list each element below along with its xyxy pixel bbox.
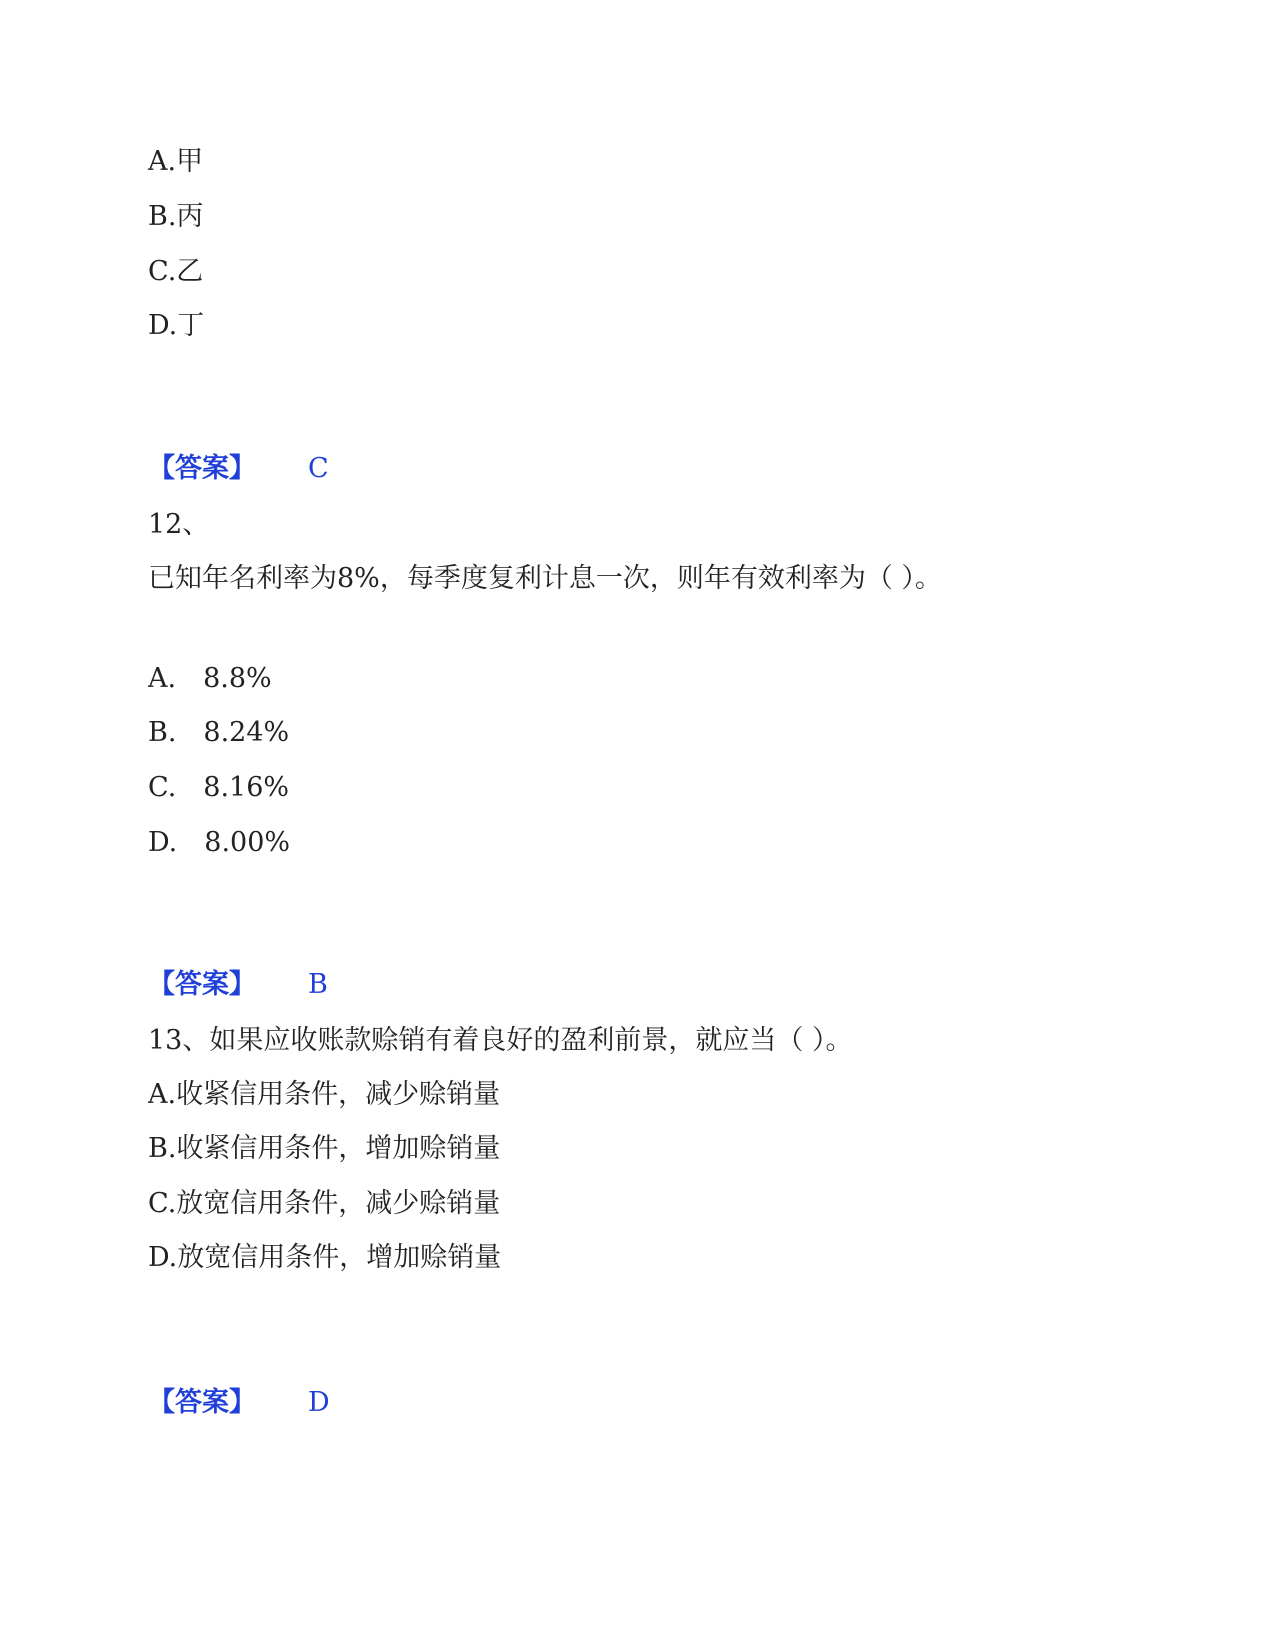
q13-option-b: B.收紧信用条件，增加赊销量 bbox=[148, 1133, 501, 1164]
q12-answer bbox=[148, 968, 328, 1002]
q11-answer-value: C bbox=[308, 453, 329, 484]
q13-answer-label: 【答案】 bbox=[148, 1387, 256, 1418]
q12-answer-value: B bbox=[308, 969, 328, 1000]
q13-stem: 13、如果应收账款赊销有着良好的盈利前景，就应当（ ）。 bbox=[148, 1025, 853, 1056]
q11-option-c: C.乙 bbox=[148, 256, 204, 287]
q13-answer-value: D bbox=[308, 1387, 330, 1418]
q12-stem: 已知年名利率为8%，每季度复利计息一次，则年有效利率为（ ）。 bbox=[148, 563, 942, 594]
q13-option-a: A.收紧信用条件，减少赊销量 bbox=[148, 1079, 501, 1110]
q11-option-d: D.丁 bbox=[148, 310, 205, 341]
q12-number: 12、 bbox=[148, 509, 210, 540]
q13-option-d: D.放宽信用条件，增加赊销量 bbox=[148, 1242, 502, 1273]
q11-answer-label: 【答案】 bbox=[148, 453, 256, 484]
q12-option-c: C. 8.16% bbox=[148, 772, 290, 803]
q12-option-a: A. 8.8% bbox=[148, 663, 272, 694]
q11-option-a: A.甲 bbox=[148, 146, 204, 177]
q11-answer bbox=[148, 452, 329, 486]
q12-option-d: D. 8.00% bbox=[148, 827, 291, 858]
q12-option-b: B. 8.24% bbox=[148, 717, 290, 748]
q12-answer-label: 【答案】 bbox=[148, 969, 256, 1000]
q13-answer bbox=[148, 1386, 330, 1420]
q13-option-c: C.放宽信用条件，减少赊销量 bbox=[148, 1188, 501, 1219]
q11-option-b: B.丙 bbox=[148, 201, 204, 232]
